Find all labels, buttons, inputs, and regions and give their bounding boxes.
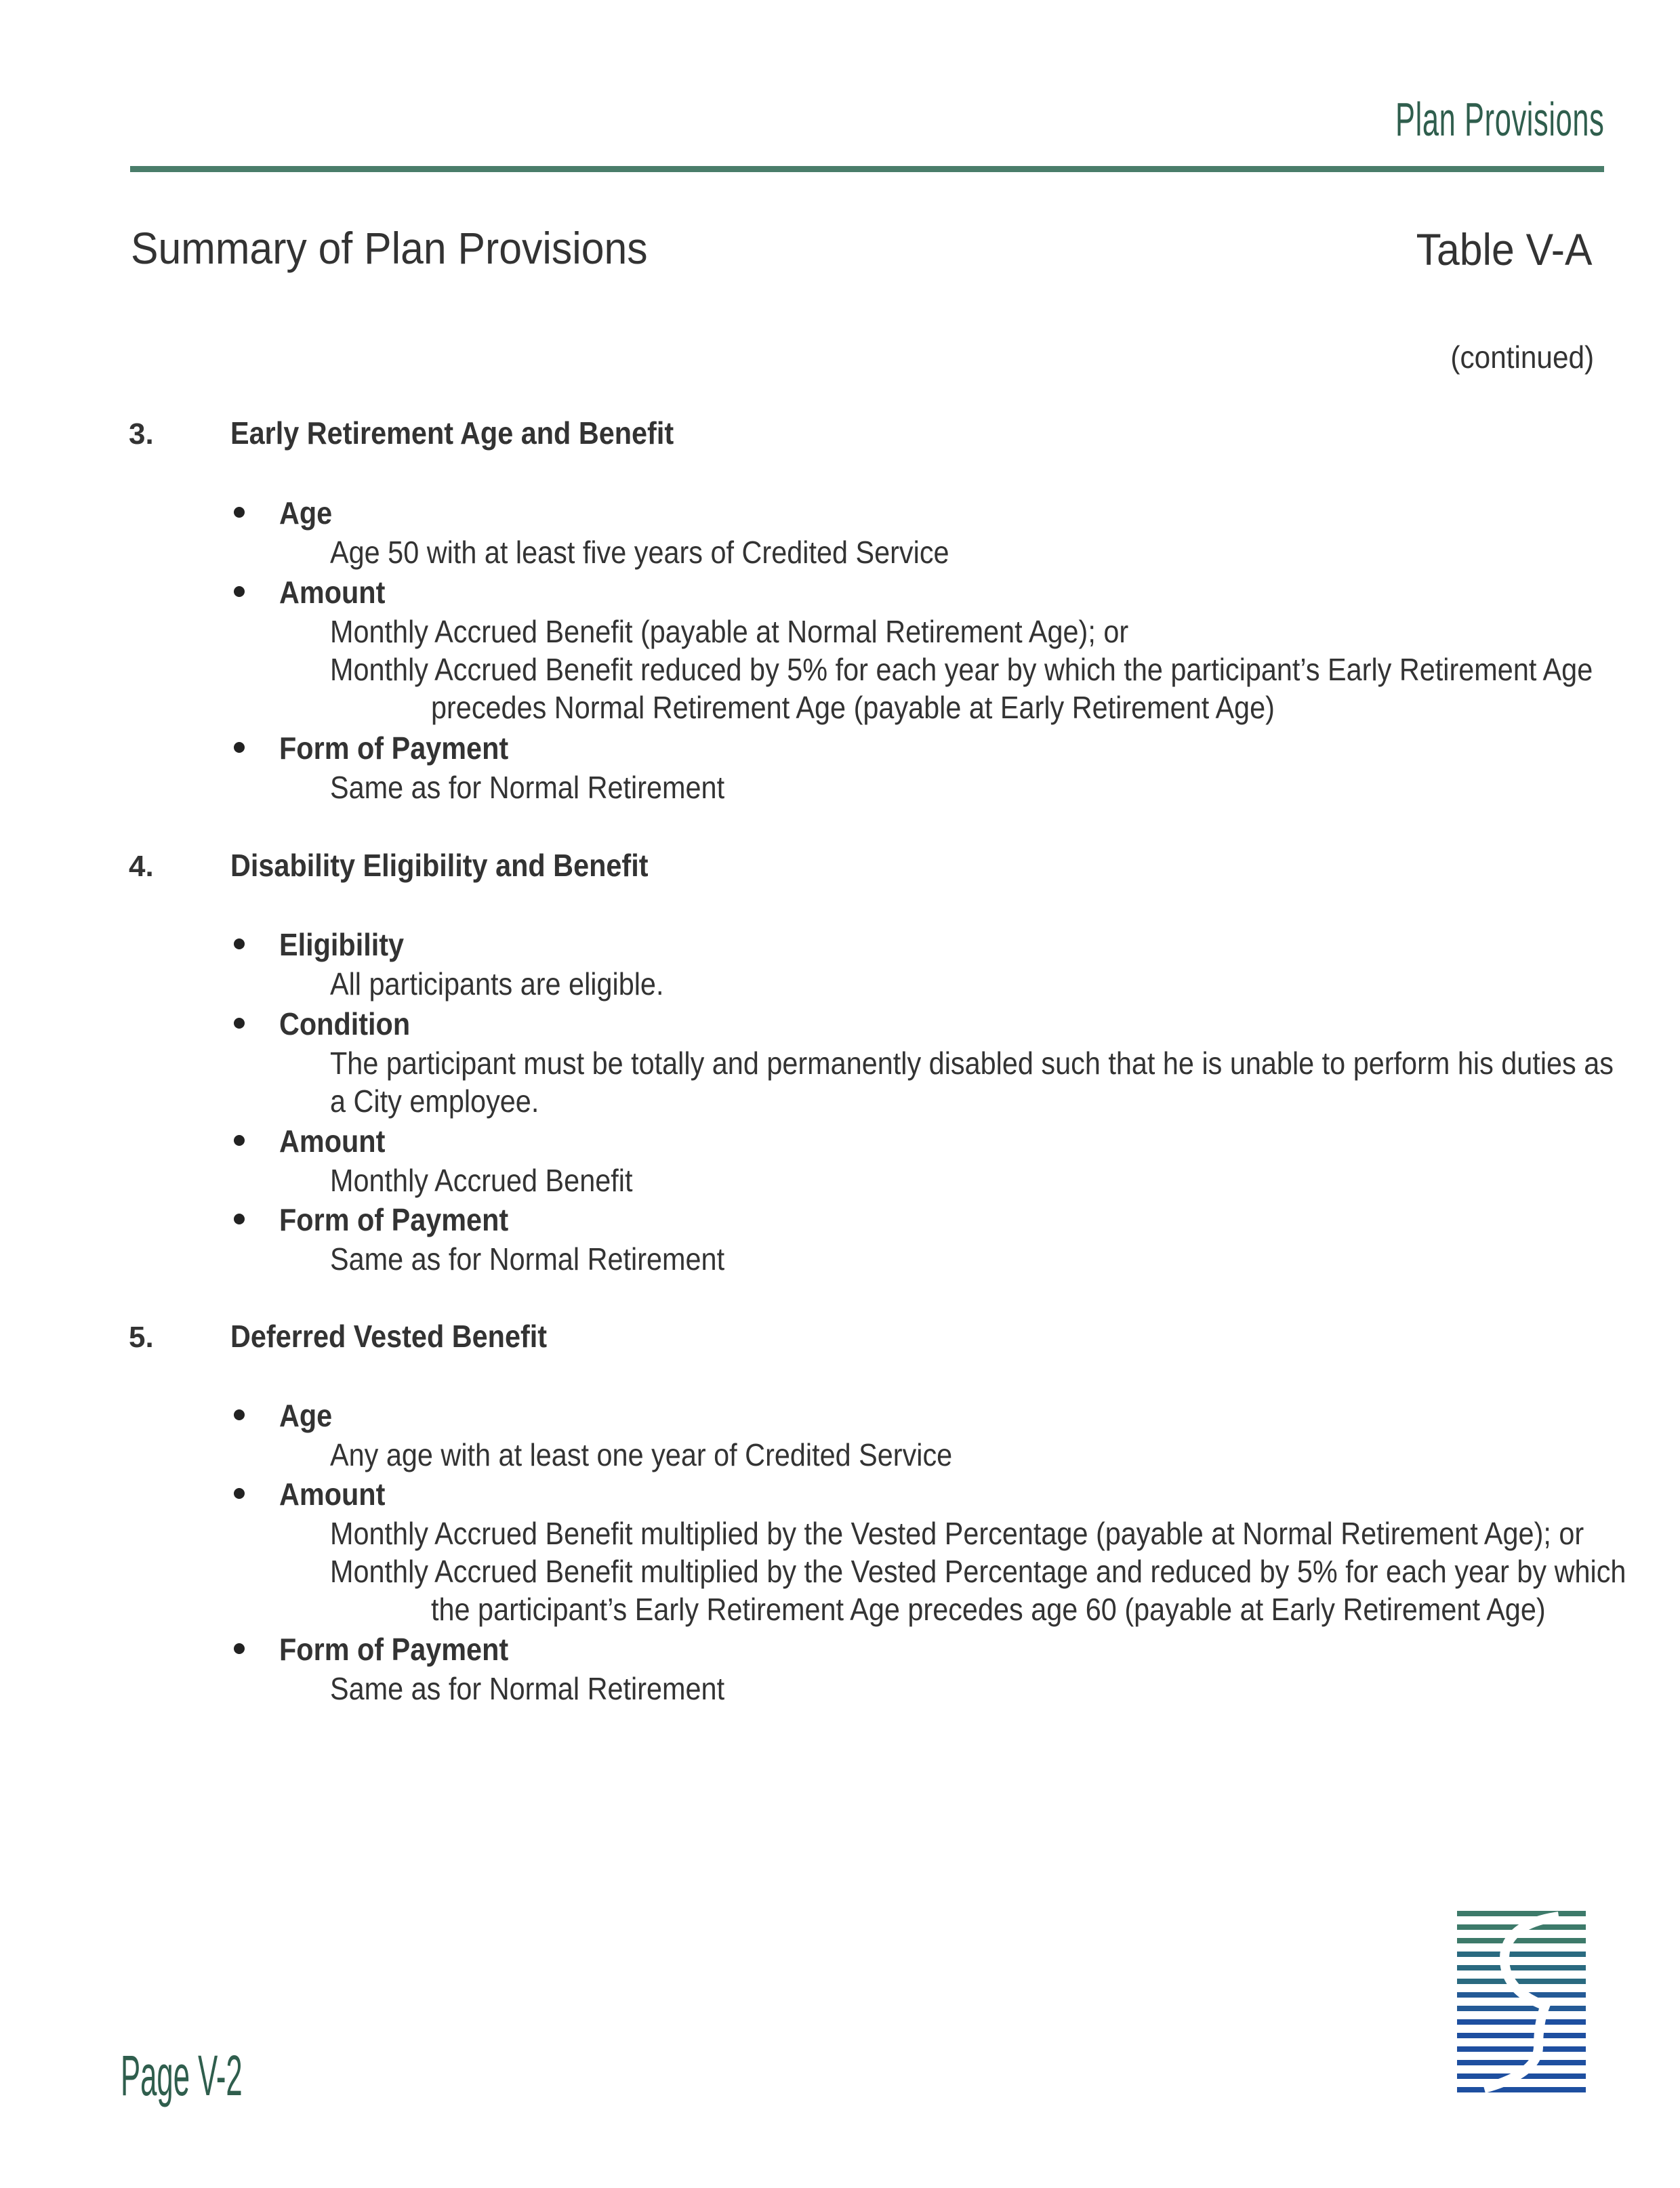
running-header: Plan Provisions xyxy=(1395,93,1604,146)
item-text: Same as for Normal Retirement xyxy=(330,1241,725,1277)
item-text: the participant’s Early Retirement Age precedes age 60 (payable at Early Retirement Age) xyxy=(431,1592,1546,1627)
bullet-icon xyxy=(234,1018,245,1029)
item-label: Eligibility xyxy=(279,927,405,962)
table-label: Table V-A xyxy=(1416,224,1592,274)
company-logo-icon xyxy=(1457,1911,1586,2092)
bullet-icon xyxy=(234,1488,245,1499)
section-number: 3. xyxy=(129,417,154,451)
page-title: Summary of Plan Provisions xyxy=(131,223,648,273)
section-title: Disability Eligibility and Benefit xyxy=(230,848,649,883)
item-text: Any age with at least one year of Credited Service xyxy=(330,1437,953,1472)
header-rule xyxy=(130,166,1604,172)
item-text: Monthly Accrued Benefit reduced by 5% for each year by which the participant’s Early Retirement Age xyxy=(330,652,1593,687)
item-text: Same as for Normal Retirement xyxy=(330,1671,725,1706)
item-label: Form of Payment xyxy=(279,1202,509,1237)
item-label: Form of Payment xyxy=(279,1632,509,1667)
item-text: All participants are eligible. xyxy=(330,966,664,1002)
bullet-icon xyxy=(234,507,245,518)
item-label: Amount xyxy=(279,1123,386,1159)
section-number: 5. xyxy=(129,1321,154,1354)
section-title: Deferred Vested Benefit xyxy=(230,1319,548,1354)
section-title: Early Retirement Age and Benefit xyxy=(230,415,674,451)
item-label: Amount xyxy=(279,575,386,610)
item-label: Amount xyxy=(279,1477,386,1512)
item-text: The participant must be totally and permanently disabled such that he is unable to perform his duties as xyxy=(330,1046,1614,1081)
item-label: Age xyxy=(279,495,333,531)
item-text: Age 50 with at least five years of Credited Service xyxy=(330,535,949,570)
item-label: Age xyxy=(279,1398,333,1433)
section-number: 4. xyxy=(129,850,154,883)
bullet-icon xyxy=(234,1135,245,1146)
page-number: Page V-2 xyxy=(121,2044,243,2107)
item-text: a City employee. xyxy=(330,1083,539,1119)
item-text: Same as for Normal Retirement xyxy=(330,770,725,805)
item-text: Monthly Accrued Benefit multiplied by the Vested Percentage (payable at Normal Retirement Age); or xyxy=(330,1516,1584,1551)
item-text: Monthly Accrued Benefit multiplied by the Vested Percentage and reduced by 5% for each year by which xyxy=(330,1554,1626,1589)
bullet-icon xyxy=(234,1409,245,1420)
bullet-icon xyxy=(234,742,245,753)
bullet-icon xyxy=(234,938,245,949)
item-text: Monthly Accrued Benefit xyxy=(330,1163,633,1198)
continued-note: (continued) xyxy=(1450,339,1594,375)
item-label: Condition xyxy=(279,1006,411,1041)
item-label: Form of Payment xyxy=(279,730,509,766)
logo-stripes xyxy=(1457,1911,1586,2092)
bullet-icon xyxy=(234,1214,245,1224)
bullet-icon xyxy=(234,586,245,597)
item-text: precedes Normal Retirement Age (payable at Early Retirement Age) xyxy=(431,690,1275,725)
bullet-icon xyxy=(234,1643,245,1654)
item-text: Monthly Accrued Benefit (payable at Normal Retirement Age); or xyxy=(330,614,1129,649)
